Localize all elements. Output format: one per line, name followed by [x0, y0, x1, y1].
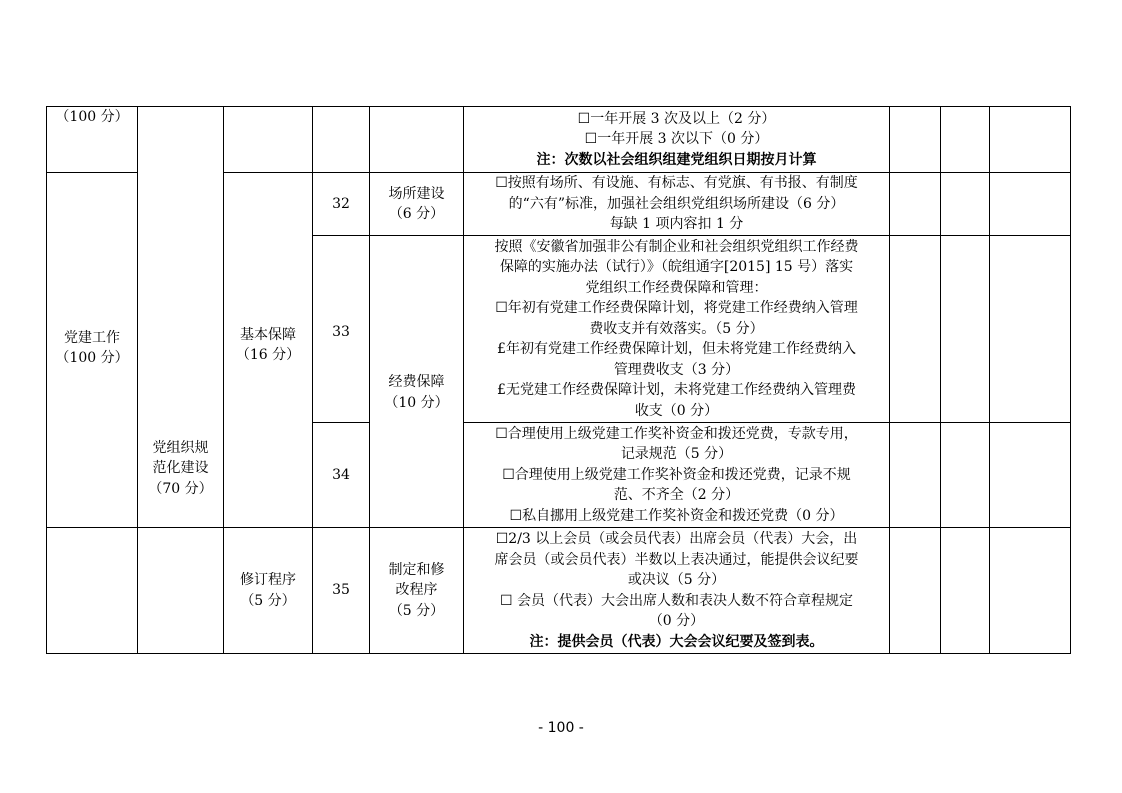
score-cell	[941, 236, 990, 423]
score-cell	[890, 528, 941, 654]
subcategory-cell: 党组织规 范化建设 （70 分）	[138, 107, 224, 528]
remark-cell	[990, 423, 1071, 528]
empty-cell	[224, 107, 313, 173]
funding-guarantee-cell: 经费保障 （10 分）	[370, 236, 464, 528]
score-cell	[890, 423, 941, 528]
remark-cell	[990, 236, 1071, 423]
item-number: 32	[313, 173, 370, 236]
score-cell	[941, 423, 990, 528]
category-cell-merged: 党建工作 （100 分）	[47, 173, 138, 528]
score-cell	[890, 107, 941, 173]
revision-procedure-cell: 修订程序 （5 分）	[224, 528, 313, 654]
evaluation-table	[46, 106, 1071, 654]
score-cell	[890, 236, 941, 423]
remark-cell	[990, 107, 1071, 173]
item-number: 35	[313, 528, 370, 654]
remark-cell	[990, 528, 1071, 654]
criteria-cell: ☐一年开展 3 次及以上（2 分） ☐一年开展 3 次以下（0 分） 注：次数以社会组织组建党组织日期按月计算	[464, 107, 890, 173]
item-name-cell: 场所建设 （6 分）	[370, 173, 464, 236]
table-row	[47, 107, 1071, 173]
category-score: （100 分）	[55, 109, 129, 125]
score-cell	[941, 173, 990, 236]
score-cell	[941, 107, 990, 173]
item-number: 34	[313, 423, 370, 528]
criteria-cell: 按照《安徽省加强非公有制企业和社会组织党组织工作经费 保障的实施办法（试行）》（皖组通字[2015] 15 号）落实 党组织工作经费保障和管理： ☐年初有党建工作经费保障计划，将党建工作经费纳入管理 费收支并有效落实。（5 分） £年初有党建工作经费保障计划，但未将党建工作经费纳入 管理费收支（3 分） £无党建工作经费保障计划，未将党建工作经费纳入管理费 收支（0 分）	[464, 236, 890, 423]
criteria-cell: ☐按照有场所、有设施、有标志、有党旗、有书报、有制度 的“六有”标准，加强社会组织党组织场所建设（6 分） 每缺 1 项内容扣 1 分	[464, 173, 890, 236]
score-cell	[941, 528, 990, 654]
empty-cell	[138, 528, 224, 654]
item-number: 33	[313, 236, 370, 423]
remark-cell	[990, 173, 1071, 236]
empty-cell	[370, 107, 464, 173]
criteria-cell: ☐合理使用上级党建工作奖补资金和拨还党费，专款专用， 记录规范（5 分） ☐合理使用上级党建工作奖补资金和拨还党费，记录不规 范、不齐全（2 分） ☐私自挪用上级党建工作奖补资金和拨还党费（0 分）	[464, 423, 890, 528]
empty-cell	[313, 107, 370, 173]
criteria-cell: ☐2/3 以上会员（或会员代表）出席会员（代表）大会，出 席会员（或会员代表）半数以上表决通过，能提供会议纪要 或决议（5 分） ☐ 会员（代表）大会出席人数和表决人数不符合章程规定 （0 分） 注：提供会员（代表）大会会议纪要及签到表。	[464, 528, 890, 654]
table-row	[47, 528, 1071, 654]
item-name-cell: 制定和修 改程序 （5 分）	[370, 528, 464, 654]
category-cell	[47, 107, 138, 173]
empty-cell	[47, 528, 138, 654]
page-number: - 100 -	[538, 720, 584, 736]
score-cell	[890, 173, 941, 236]
basic-guarantee-cell: 基本保障 （16 分）	[224, 173, 313, 528]
